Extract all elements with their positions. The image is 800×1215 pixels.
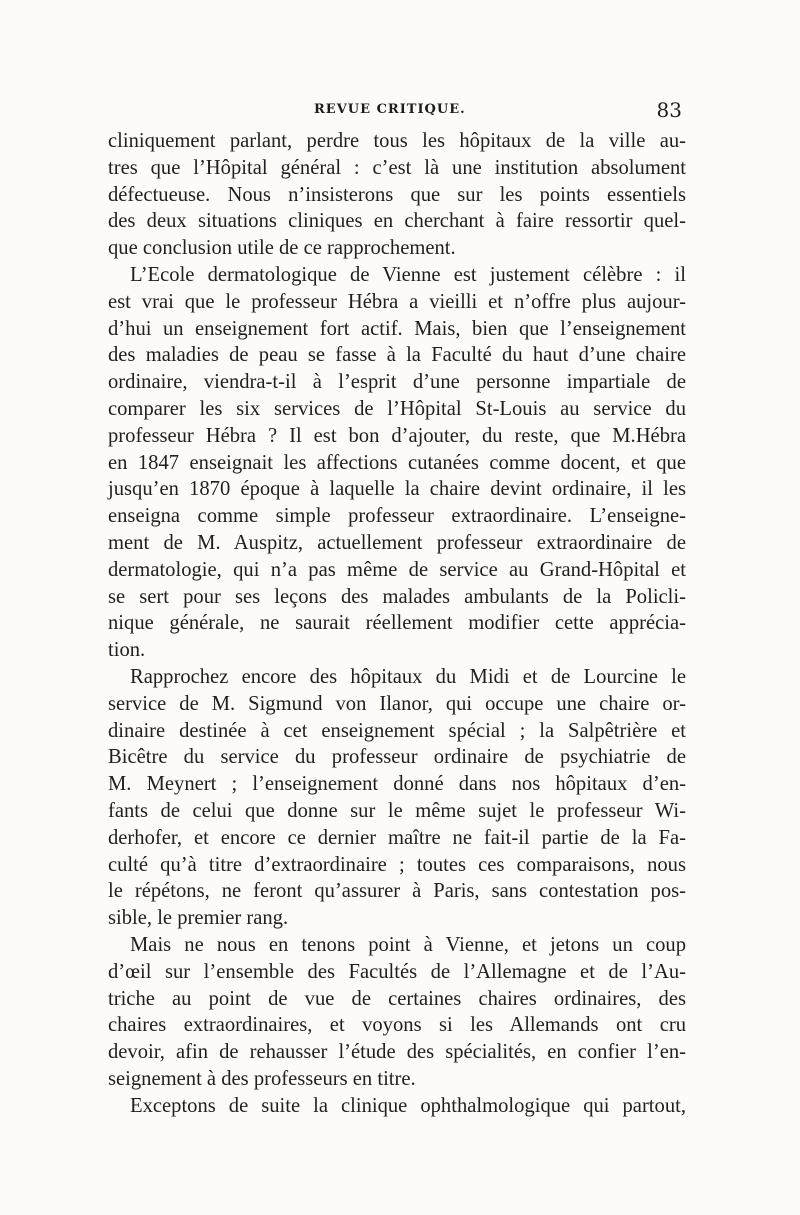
text-line: défectueuse. Nous n’insisterons que sur les points essentiels [108, 183, 686, 206]
text-line: le répétons, ne feront qu’assurer à Paris, sans contestation pos- [108, 880, 686, 903]
text-line: triche au point de vue de certaines chaires ordinaires, des [108, 987, 686, 1010]
text-line: jusqu’en 1870 époque à laquelle la chaire devint ordinaire, il les [108, 478, 686, 501]
text-line: ment de M. Auspitz, actuellement professeur extraordinaire de [108, 531, 686, 554]
page-number: 83 [656, 98, 682, 122]
text-line: enseigna comme simple professeur extraordinaire. L’enseigne- [108, 505, 686, 528]
text-line: dinaire destinée à cet enseignement spécial ; la Salpêtrière et [108, 719, 686, 742]
text-line: derhofer, et encore ce dernier maître ne fait-il partie de la Fa- [108, 826, 686, 849]
text-line: ordinaire, viendra-t-il à l’esprit d’une personne impartiale de [108, 371, 686, 394]
text-line: est vrai que le professeur Hébra a vieilli et n’offre plus aujour- [108, 290, 686, 313]
text-line: professeur Hébra ? Il est bon d’ajouter, du reste, que M.Hébra [108, 424, 686, 447]
text-line: en 1847 enseignait les affections cutanées comme docent, et que [108, 451, 686, 474]
text-line: dermatologie, qui n’a pas même de service au Grand-Hôpital et [108, 558, 686, 581]
body-text [108, 128, 686, 1119]
text-line: L’Ecole dermatologique de Vienne est justement célèbre : il [130, 263, 686, 286]
text-line: service de M. Sigmund von Ilanor, qui occupe une chaire or- [108, 692, 686, 715]
text-line: des deux situations cliniques en cherchant à faire ressortir quel- [108, 210, 686, 233]
text-line: fants de celui que donne sur le même sujet le professeur Wi- [108, 799, 686, 822]
text-line: M. Meynert ; l’enseignement donné dans nos hôpitaux d’en- [108, 773, 686, 796]
text-line: Exceptons de suite la clinique ophthalmologique qui partout, [130, 1094, 686, 1117]
text-line: comparer les six services de l’Hôpital St-Louis au service du [108, 397, 686, 420]
running-title: REVUE CRITIQUE. [314, 102, 466, 117]
text-line: nique générale, ne saurait réellement modifier cette apprécia- [108, 612, 686, 635]
text-line: Mais ne nous en tenons point à Vienne, et jetons un coup [130, 933, 686, 956]
text-line: Bicêtre du service du professeur ordinaire de psychiatrie de [108, 746, 686, 769]
text-line: sible, le premier rang. [108, 907, 289, 930]
text-line: Rapprochez encore des hôpitaux du Midi et de Lourcine le [130, 665, 686, 688]
page-header [108, 98, 682, 124]
text-line: cliniquement parlant, perdre tous les hôpitaux de la ville au- [108, 130, 686, 152]
text-line: devoir, afin de rehausser l’étude des spécialités, en confier l’en- [108, 1041, 686, 1064]
text-line: seignement à des professeurs en titre. [108, 1067, 416, 1090]
text-line: des maladies de peau se fasse à la Faculté du haut d’une chaire [108, 344, 686, 367]
text-line: se sert pour ses leçons des malades ambulants de la Policli- [108, 585, 686, 608]
text-line: d’hui un enseignement fort actif. Mais, bien que l’enseignement [108, 317, 686, 340]
text-line: tion. [108, 639, 146, 662]
text-line: d’œil sur l’ensemble des Facultés de l’Allemagne et de l’Au- [108, 960, 686, 983]
text-line: tres que l’Hôpital général : c’est là une institution absolument [108, 156, 686, 179]
text-line: que conclusion utile de ce rapprochement. [108, 237, 456, 260]
text-line: chaires extraordinaires, et voyons si les Allemands ont cru [108, 1014, 686, 1037]
text-line: culté qu’à titre d’extraordinaire ; toutes ces comparaisons, nous [108, 853, 686, 876]
